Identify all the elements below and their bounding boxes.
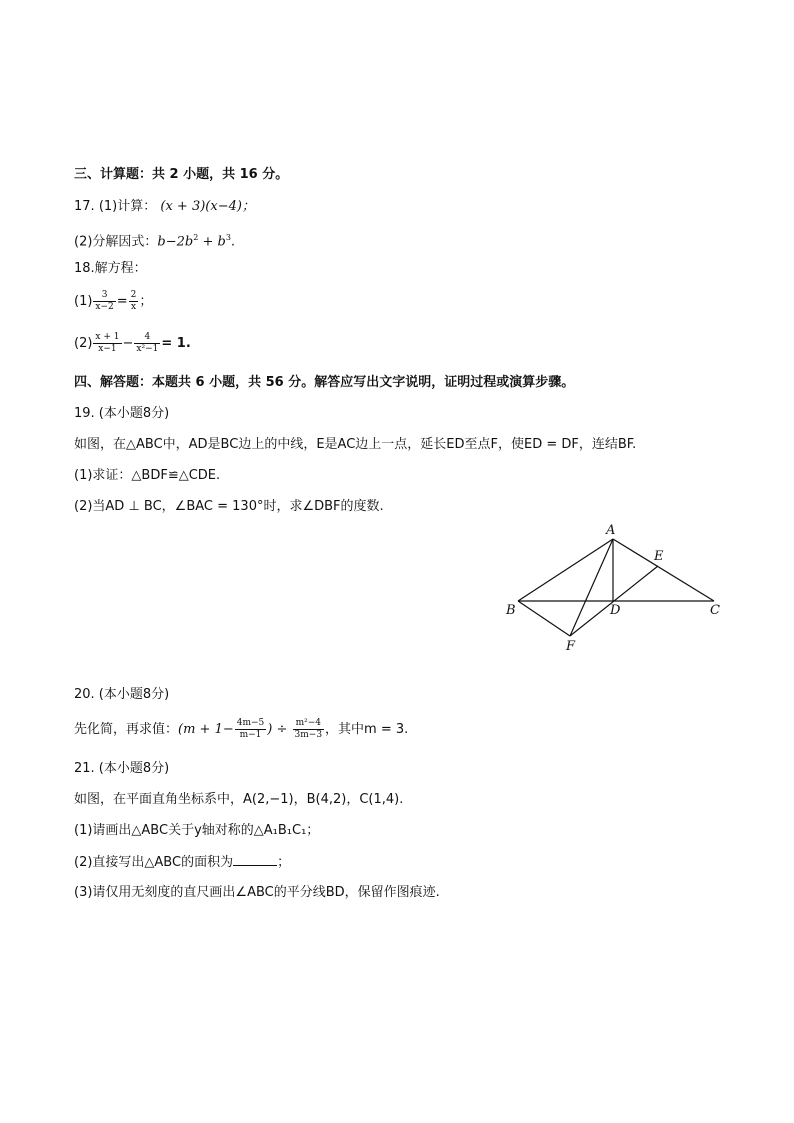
- question-18-part-1: [74, 290, 152, 314]
- q20-f2-denominator: 3m−3: [294, 730, 323, 740]
- geometry-figure: [500, 518, 730, 658]
- section-4-title: 四、解答题：本题共 6 小题，共 56 分。解答应写出文字说明，证明过程或演算步骤。: [74, 375, 575, 390]
- q20-tail: ，其中m = 3.: [325, 722, 409, 737]
- q20-f2-numerator: m²−4: [293, 718, 325, 730]
- q18-p1-label: (1): [74, 294, 93, 309]
- q18-p1-fraction-1: [93, 290, 115, 313]
- segment-AC: [613, 539, 714, 601]
- q20-fraction-1: [235, 718, 267, 741]
- q20-f1-numerator: 4m−5: [236, 718, 265, 728]
- answer-blank[interactable]: [233, 853, 277, 866]
- q20-open: (m + 1−: [178, 722, 234, 737]
- q21-p2-text: (2)直接写出△ABC的面积为: [74, 855, 234, 870]
- q17-p2-exp2: 3: [225, 233, 231, 242]
- q18-p1-equals: =: [116, 294, 128, 309]
- question-19-part-2: (2)当AD ⊥ BC，∠BAC = 130°时，求∠DBF的度数.: [74, 499, 384, 514]
- q18-p2-fraction-2: [134, 332, 160, 355]
- q20-fraction-2: [293, 718, 325, 741]
- label-B: B: [506, 603, 516, 618]
- q17-p2-exp1: 2: [193, 233, 199, 242]
- q17-p2-expr-a: b−2b: [157, 234, 194, 250]
- question-17-part-2: [74, 229, 235, 251]
- question-18-title: 18.解方程：: [74, 261, 147, 276]
- label-A: A: [606, 523, 616, 538]
- q18-p2-f1-numerator: x + 1: [95, 332, 120, 342]
- question-20-body: [74, 718, 408, 742]
- q18-p2-f2-numerator: 4: [134, 332, 160, 344]
- q20-f1-denominator: m−1: [239, 730, 262, 740]
- segment-BF: [518, 601, 570, 636]
- question-19-stem: 如图，在△ABC中，AD是BC边上的中线，E是AC边上一点，延长ED至点F，使ED = DF，连结BF.: [74, 437, 637, 452]
- q18-p2-fraction-1: [93, 332, 121, 355]
- q18-p1-f2-numerator: 2: [130, 290, 137, 300]
- q18-p1-f1-numerator: 3: [93, 290, 115, 302]
- question-17-part-1: [74, 198, 255, 216]
- question-21-header: 21. (本小题8分): [74, 761, 170, 776]
- question-21-stem: 如图，在平面直角坐标系中，A(2,−1)，B(4,2)，C(1,4).: [74, 792, 404, 807]
- q17-p2-label: (2)分解因式：: [74, 234, 158, 250]
- label-C: C: [710, 603, 720, 618]
- q18-p2-end: = 1.: [161, 336, 191, 351]
- q18-p2-label: (2): [74, 336, 93, 351]
- question-19-header: 19. (本小题8分): [74, 406, 170, 421]
- q18-p1-f1-denominator: x−2: [95, 302, 114, 312]
- q18-p1-end: ；: [139, 294, 153, 309]
- question-20-header: 20. (本小题8分): [74, 687, 170, 702]
- section-3-title: 三、计算题：共 2 小题，共 16 分。: [74, 167, 289, 182]
- q17-p2-end: .: [230, 234, 236, 250]
- question-19-part-1: (1)求证：△BDF≌△CDE.: [74, 468, 221, 483]
- label-E: E: [654, 549, 664, 564]
- question-21-part-2: [74, 853, 290, 872]
- q17-number: 17.: [74, 199, 95, 214]
- q17-p1-expression: (x + 3)(x−4)；: [160, 199, 255, 214]
- q20-lead: 先化简，再求值：: [74, 722, 179, 737]
- q17-p2-expr-b: + b: [198, 234, 226, 250]
- q21-p2-end: ；: [277, 855, 291, 870]
- label-F: F: [566, 639, 576, 654]
- q18-p2-f1-denominator: x−1: [98, 344, 117, 354]
- q18-p2-minus: −: [122, 336, 134, 351]
- q18-p1-fraction-2: [129, 290, 139, 313]
- label-D: D: [610, 603, 621, 618]
- question-18-part-2: [74, 332, 191, 356]
- q20-close: ) ÷: [267, 722, 292, 737]
- q18-p1-f2-denominator: x: [131, 302, 137, 312]
- q18-p2-f2-denominator: x²−1: [136, 344, 159, 354]
- question-21-part-1: (1)请画出△ABC关于y轴对称的△A₁B₁C₁；: [74, 823, 320, 838]
- q17-p1-label: (1)计算：: [98, 199, 157, 214]
- question-21-part-3: (3)请仅用无刻度的直尺画出∠ABC的平分线BD，保留作图痕迹.: [74, 885, 440, 900]
